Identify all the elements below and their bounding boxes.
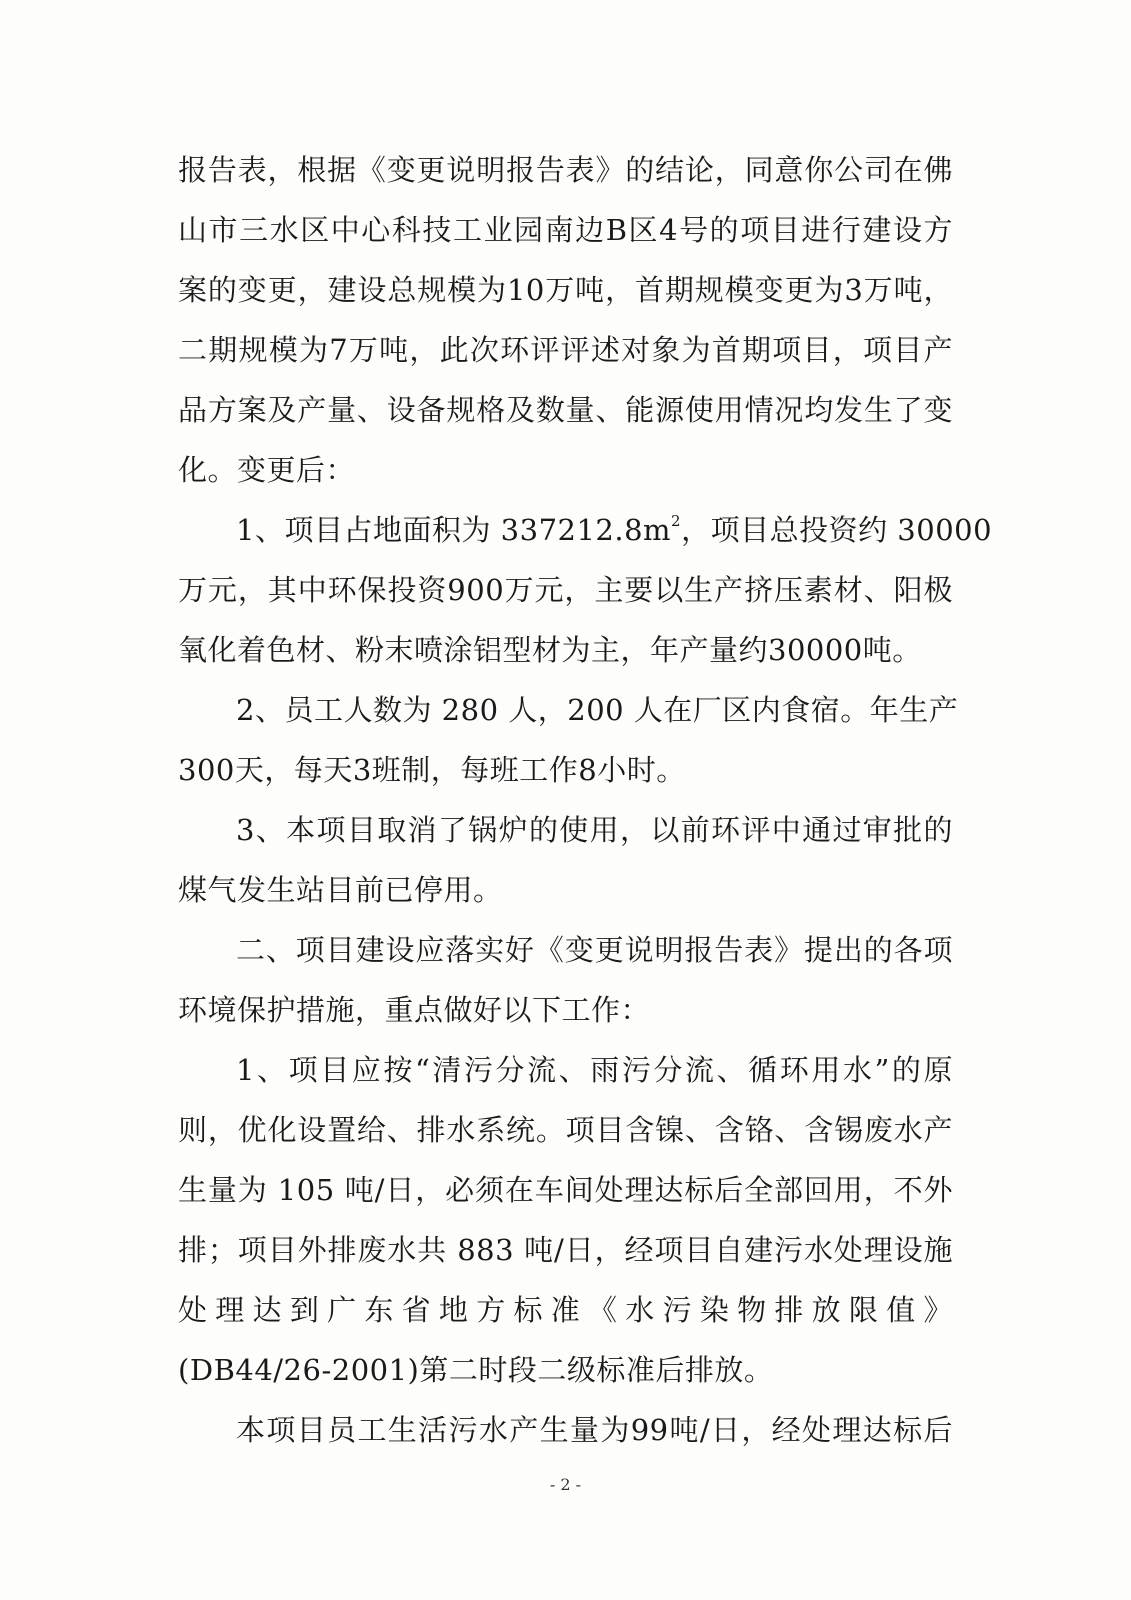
superscript: 2: [671, 512, 682, 530]
text-line: 环境保护措施，重点做好以下工作：: [178, 993, 651, 1027]
text-line: 氧化着色材、粉末喷涂铝型材为主，年产量约30000吨。: [178, 633, 922, 667]
text-segment: ，项目总投资约 30000: [681, 513, 993, 547]
text-line: 万元，其中环保投资900万元，主要以生产挤压素材、阳极: [178, 573, 953, 607]
text-line: 二、项目建设应落实好《变更说明报告表》提出的各项: [236, 933, 953, 967]
text-segment: 1、项目占地面积为 337212.8m: [236, 513, 672, 547]
text-line: 300天，每天3班制，每班工作8小时。: [178, 753, 686, 787]
text-line: 生量为 105 吨/日，必须在车间处理达标后全部回用，不外: [178, 1173, 953, 1207]
text-line: 二期规模为7万吨，此次环评评述对象为首期项目，项目产: [178, 333, 953, 367]
text-line: 案的变更，建设总规模为10万吨，首期规模变更为3万吨，: [178, 273, 953, 307]
page-number: - 2 -: [549, 1475, 582, 1494]
text-line: 化。变更后：: [178, 453, 356, 487]
text-line: 煤气发生站目前已停用。: [178, 873, 503, 907]
text-line: 本项目员工生活污水产生量为99吨/日，经处理达标后: [236, 1413, 953, 1447]
text-line: 3、本项目取消了锅炉的使用，以前环评中通过审批的: [236, 813, 953, 847]
text-line: 1、项目应按“清污分流、雨污分流、循环用水”的原: [236, 1053, 953, 1087]
text-line: 2、员工人数为 280 人，200 人在厂区内食宿。年生产: [236, 693, 959, 727]
text-line: 报告表，根据《变更说明报告表》的结论，同意你公司在佛: [178, 153, 953, 187]
text-line: 处理达到广东省地方标准《水污染物排放限值》: [178, 1293, 953, 1327]
text-line-with-superscript: [178, 500, 993, 560]
text-line: 则，优化设置给、排水系统。项目含镍、含铬、含锡废水产: [178, 1113, 953, 1147]
text-line: 品方案及产量、设备规格及数量、能源使用情况均发生了变: [178, 393, 953, 427]
text-line: 排；项目外排废水共 883 吨/日，经项目自建污水处理设施: [178, 1233, 953, 1267]
text-line: 山市三水区中心科技工业园南边B区4号的项目进行建设方: [178, 213, 953, 247]
text-line: (DB44/26-2001)第二时段二级标准后排放。: [178, 1353, 774, 1387]
